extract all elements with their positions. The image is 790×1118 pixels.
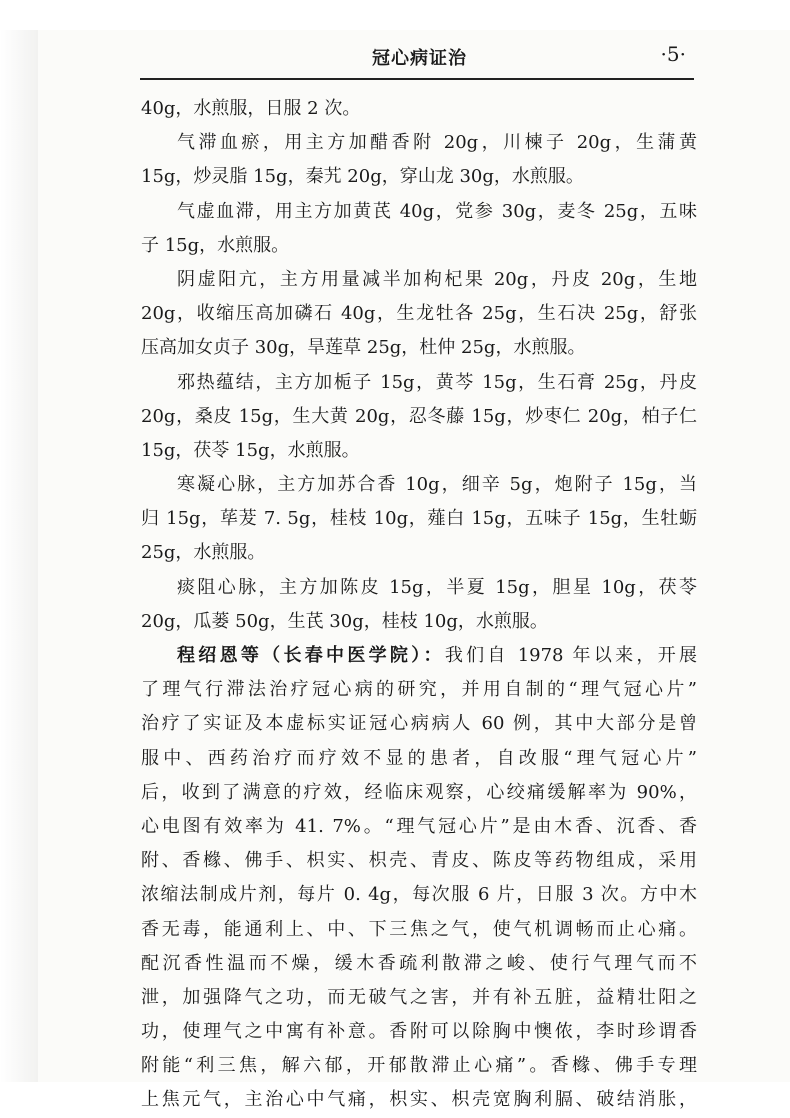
text-line: 气滞血瘀，用主方加醋香附 20g，川楝子 20g，生蒲黄 [177, 132, 697, 154]
text-line-with-author [141, 639, 697, 673]
text-line: 子 15g，水煎服。 [141, 234, 290, 256]
text-line: 配沉香性温而不燥，缓木香疏利散滞之峻、使行气理气而不 [141, 952, 697, 974]
text-line: 压高加女贞子 30g，旱莲草 25g，杜仲 25g，水煎服。 [141, 337, 586, 359]
text-line: 服中、西药治疗而疗效不显的患者，自改服“理气冠心片” [141, 747, 697, 769]
text-line: 后，收到了满意的疗效，经临床观察，心绞痛缓解率为 90%， [141, 781, 697, 803]
page-gutter [0, 30, 38, 1082]
text-line: 了理气行滞法治疗冠心病的研究，并用自制的“理气冠心片” [141, 679, 697, 701]
text-line: 附、香橼、佛手、枳实、枳壳、青皮、陈皮等药物组成，采用 [141, 850, 697, 872]
text-line: 15g，炒灵脂 15g，秦艽 20g，穿山龙 30g，水煎服。 [141, 166, 584, 188]
text-line: 20g，瓜蒌 50g，生芪 30g，桂枝 10g，水煎服。 [141, 610, 548, 632]
text-line: 40g，水煎服，日服 2 次。 [141, 98, 361, 119]
body-text [141, 92, 697, 1118]
text-line: 泄，加强降气之功，而无破气之害，并有补五脏，益精壮阳之 [141, 986, 697, 1008]
text-line: 上焦元气，主治心中气痛，枳实、枳壳宽胸利膈、破结消胀， [141, 1089, 697, 1111]
text-line: 附能“利三焦，解六郁，开郁散滞止心痛”。香橼、佛手专理 [141, 1055, 697, 1077]
author-attribution: 程绍恩等（长春中医学院）： [177, 645, 445, 666]
header-title: 冠心病证治 [372, 48, 467, 69]
text-line: 15g，茯苓 15g，水煎服。 [141, 439, 360, 461]
header-rule [140, 78, 694, 80]
page-number: ·5· [660, 42, 686, 66]
paragraph-lead: 我们自 1978 年以来，开展 [444, 645, 697, 666]
text-line: 20g，收缩压高加磷石 40g，生龙牡各 25g，生石决 25g，舒张 [141, 303, 697, 325]
text-line: 归 15g，荜茇 7. 5g，桂枝 10g，薤白 15g，五味子 15g，生牡蛎 [141, 508, 697, 530]
running-header [140, 44, 690, 76]
text-line: 寒凝心脉，主方加苏合香 10g，细辛 5g，炮附子 15g，当 [177, 474, 697, 496]
text-line: 25g，水煎服。 [141, 542, 266, 564]
text-line: 心电图有效率为 41. 7%。“理气冠心片”是由木香、沉香、香 [141, 815, 697, 837]
text-line: 浓缩法制成片剂，每片 0. 4g，每次服 6 片，日服 3 次。方中木 [141, 884, 697, 906]
text-line: 邪热蕴结，主方加栀子 15g，黄芩 15g，生石膏 25g，丹皮 [177, 371, 697, 393]
text-line: 阴虚阳亢，主方用量减半加枸杞果 20g，丹皮 20g，生地 [177, 268, 697, 290]
text-line: 气虚血滞，用主方加黄芪 40g，党参 30g，麦冬 25g，五味 [177, 200, 697, 222]
text-line: 香无毒，能通利上、中、下三焦之气，使气机调畅而止心痛。 [141, 918, 697, 940]
text-line: 治疗了实证及本虚标实证冠心病病人 60 例，其中大部分是曾 [141, 713, 697, 735]
text-line: 20g，桑皮 15g，生大黄 20g，忍冬藤 15g，炒枣仁 20g，柏子仁 [141, 405, 697, 427]
text-line: 功，使理气之中寓有补意。香附可以除胸中懊侬，李时珍谓香 [141, 1021, 697, 1043]
text-line: 痰阻心脉，主方加陈皮 15g，半夏 15g，胆星 10g，茯苓 [177, 576, 697, 598]
